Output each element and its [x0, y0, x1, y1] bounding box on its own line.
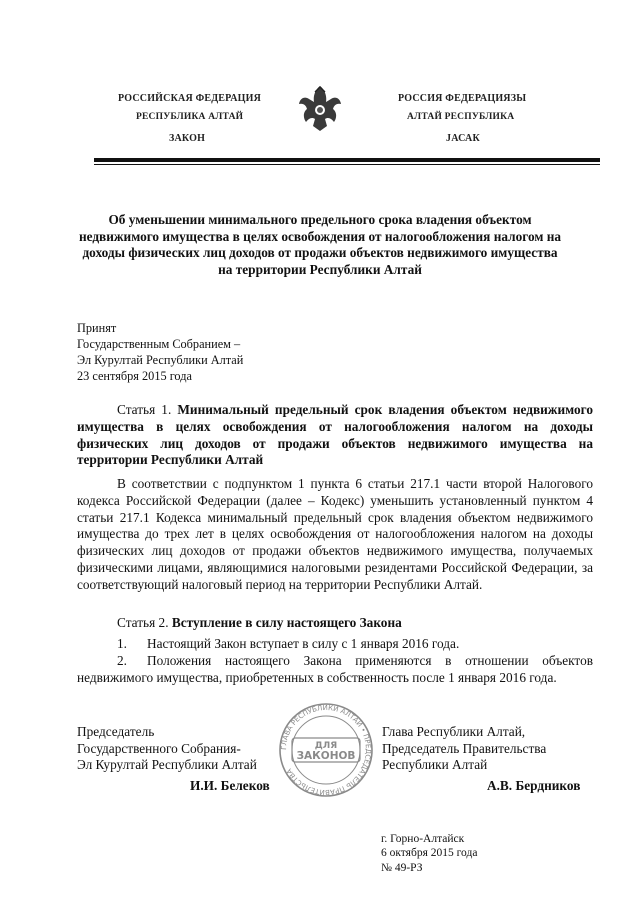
header-left-line1: РОССИЙСКАЯ ФЕДЕРАЦИЯ [118, 93, 262, 104]
signature-left-line3: Эл Курултай Республики Алтай [77, 757, 257, 772]
footer-city: г. Горно-Алтайск [381, 833, 465, 845]
article1-heading: Минимальный предельный срок владения объектом недвижимого имущества в целях освобождения от налогообложения налогом на доходы физических лиц доходов от продажи объектов недвижимого имущества на территории Республики Алтай [77, 402, 593, 468]
signature-left [77, 724, 257, 774]
eagle-emblem-icon [297, 82, 343, 134]
footer-number: № 49-РЗ [381, 861, 423, 874]
adoption-line2: Государственным Собранием – [77, 337, 241, 351]
article1-body: В соответствии с подпунктом 1 пункта 6 статьи 217.1 части второй Налогового кодекса Российской Федерации (далее – Кодекс) уменьшить установленный пунктом 4 статьи 217.1 Кодекса минимальный предельный срок владения объектом недвижимого имущества до трех лет в целях освобождения от налогообложения налогом на доходы физических лиц доходов от продажи объектов недвижимого имущества, получаемых физическими лицами, являющимися налоговыми резидентами Российской Федерации, за соответствующий налоговый период на территории Республики Алтай. [77, 476, 593, 592]
adoption-line3: Эл Курултай Республики Алтай [77, 353, 244, 367]
header-right-line1: РОССИЯ ФЕДЕРАЦИЯЗЫ [398, 93, 527, 104]
official-stamp-icon [270, 702, 382, 798]
article2-item-number: 1. [117, 636, 127, 651]
article2-item [77, 653, 593, 687]
adoption-block [77, 320, 243, 384]
signature-left-line1: Председатель [77, 724, 155, 739]
signature-left-line2: Государственного Собрания- [77, 740, 241, 756]
article2-item-text: Положения настоящего Закона применяются в отношении объектов недвижимого имущества, приобретенных в собственность после 1 января 2016 года. [77, 652, 593, 685]
signature-right-name: А.В. Бердников [487, 778, 581, 793]
signature-right [382, 724, 546, 774]
article1-heading-block [77, 402, 593, 469]
header-left-line2: РЕСПУБЛИКА АЛТАЙ [136, 112, 244, 122]
header-divider-thick [94, 158, 600, 162]
signature-right-line1: Глава Республики Алтай, [382, 724, 526, 739]
header-left-law: ЗАКОН [169, 133, 206, 144]
article2-heading: Вступление в силу настоящего Закона [171, 615, 402, 630]
signature-right-line3: Республики Алтай [382, 757, 488, 772]
law-title: Об уменьшении минимального предельного срока владения объектом недвижимого имущества в целях освобождения от налогообложения налогом на доходы физических лиц доходов от продажи объектов недвижимого имущества на территории Республики Алтай [78, 212, 562, 277]
article2-heading-block [77, 615, 593, 632]
stamp-center-top: ДЛЯ [314, 741, 338, 751]
header-right-law: JАСАК [446, 133, 480, 144]
footer-block [381, 832, 477, 875]
article2-list [77, 636, 593, 686]
header-right-line2: АЛТАЙ РЕСПУБЛИКА [407, 112, 515, 122]
header-divider-thin [94, 164, 600, 165]
signature-right-line2: Председатель Правительства [382, 740, 547, 756]
adoption-line1: Принят [77, 321, 117, 335]
article1-label: Статья 1. [117, 402, 172, 417]
stamp-ring-text: ГЛАВА РЕСПУБЛИКИ АЛТАЙ • ПРЕДСЕДАТЕЛЬ ПРАВИТЕЛЬСТВА [279, 703, 373, 797]
footer-date: 6 октября 2015 года [381, 847, 478, 860]
article2-item-number: 2. [117, 652, 127, 668]
stamp-center-bottom: ЗАКОНОВ [296, 750, 356, 762]
article2-label: Статья 2. [117, 615, 169, 630]
article2-item-text: Настоящий Закон вступает в силу с 1 января 2016 года. [147, 636, 460, 651]
adoption-date: 23 сентября 2015 года [77, 369, 192, 383]
signature-left-name: И.И. Белеков [190, 778, 270, 793]
article2-item [77, 636, 593, 653]
